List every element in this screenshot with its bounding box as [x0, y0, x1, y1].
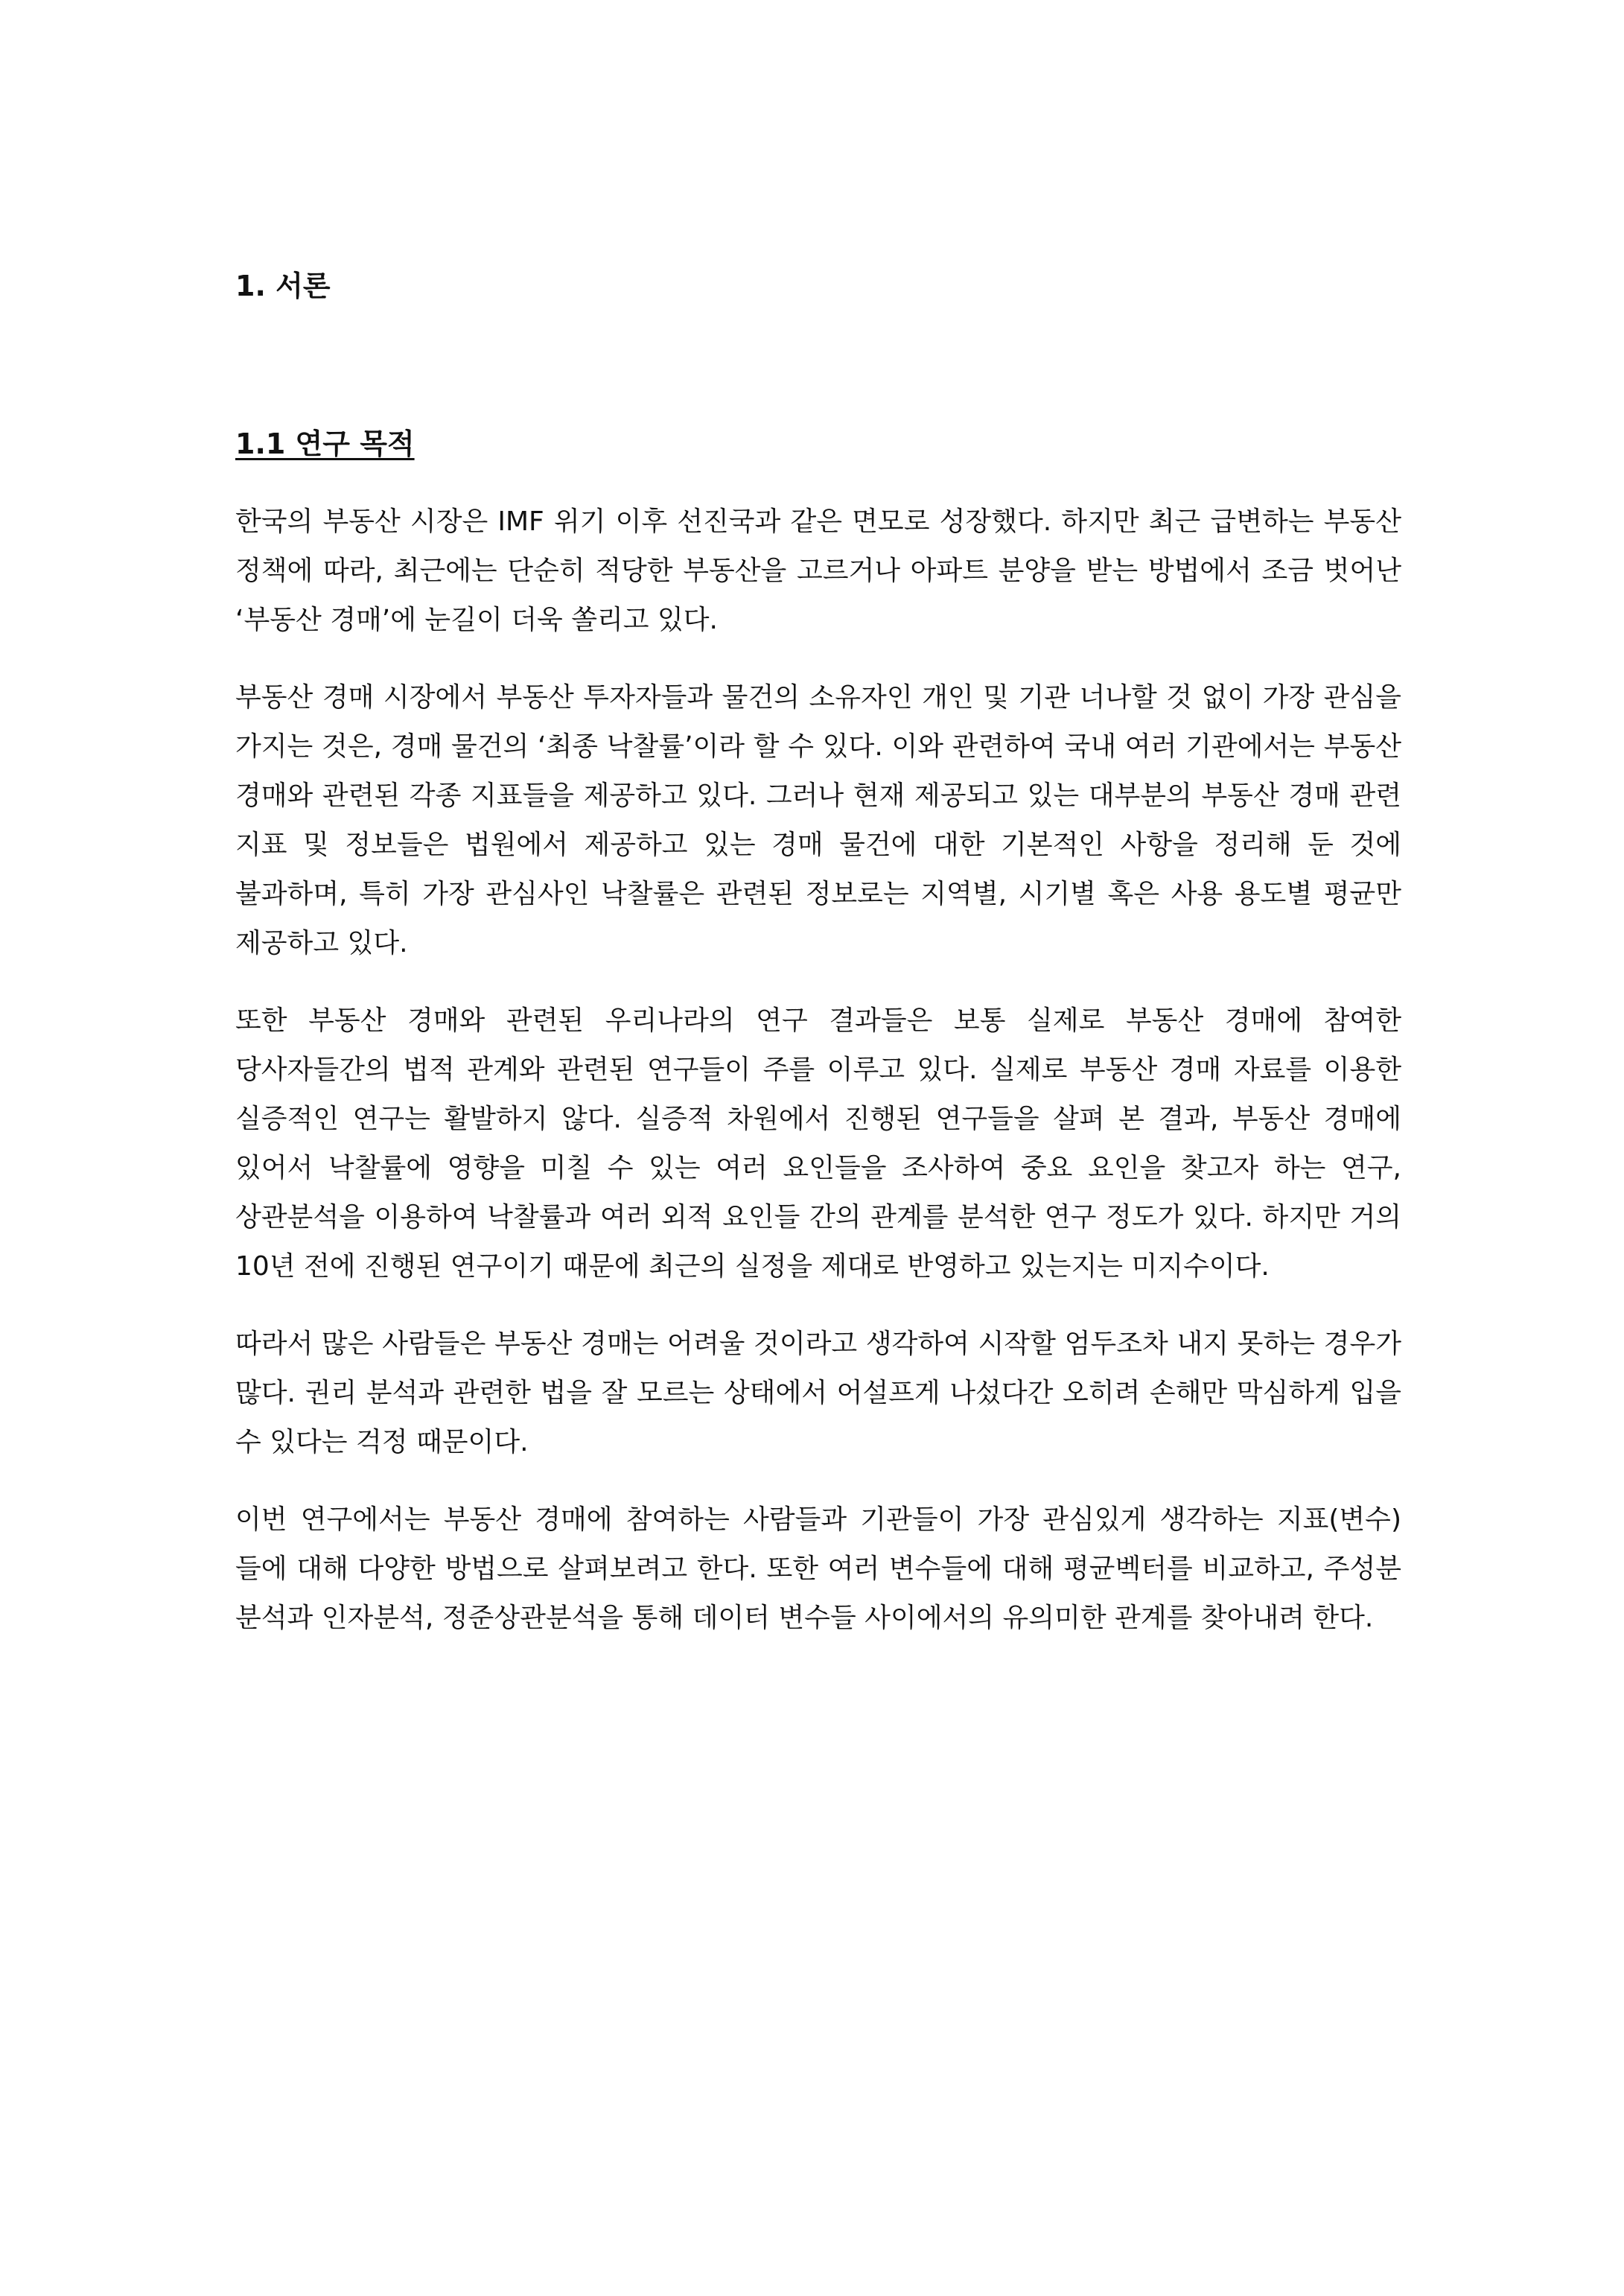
section-title: 1. 서론 [235, 270, 331, 302]
paragraph-4: 따라서 많은 사람들은 부동산 경매는 어려울 것이라고 생각하여 시작할 엄두조차 내지 못하는 경우가 많다. 권리 분석과 관련한 법을 잘 모르는 상태에서 어설프게 나섰다간 오히려 손해만 막심하게 입을 수 있다는 걱정 때문이다. [235, 1329, 1401, 1457]
body-text [235, 497, 1401, 1671]
paragraph-2: 부동산 경매 시장에서 부동산 투자자들과 물건의 소유자인 개인 및 기관 너나할 것 없이 가장 관심을 가지는 것은, 경매 물건의 ‘최종 낙찰률’이라 할 수 있다. 이와 관련하여 국내 여러 기관에서는 부동산 경매와 관련된 각종 지표들을 제공하고 있다. 그러나 현재 제공되고 있는 대부분의 부동산 경매 관련 지표 및 정보들은 법원에서 제공하고 있는 경매 물건에 대한 기본적인 사항을 정리해 둔 것에 불과하며, 특히 가장 관심사인 낙찰률은 관련된 정보로는 지역별, 시기별 혹은 사용 용도별 평균만 제공하고 있다. [235, 682, 1401, 958]
paragraph-3: 또한 부동산 경매와 관련된 우리나라의 연구 결과들은 보통 실제로 부동산 경매에 참여한 당사자들간의 법적 관계와 관련된 연구들이 주를 이루고 있다. 실제로 부동산 경매 자료를 이용한 실증적인 연구는 활발하지 않다. 실증적 차원에서 진행된 연구들을 살펴 본 결과, 부동산 경매에 있어서 낙찰률에 영향을 미칠 수 있는 여러 요인들을 조사하여 중요 요인을 찾고자 하는 연구, 상관분석을 이용하여 낙찰률과 여러 외적 요인들 간의 관계를 분석한 연구 정도가 있다. 하지만 거의 10년 전에 진행된 연구이기 때문에 최근의 실정을 제대로 반영하고 있는지는 미지수이다. [235, 1005, 1401, 1282]
paragraph-5: 이번 연구에서는 부동산 경매에 참여하는 사람들과 기관들이 가장 관심있게 생각하는 지표(변수)들에 대해 다양한 방법으로 살펴보려고 한다. 또한 여러 변수들에 대해 평균벡터를 비교하고, 주성분 분석과 인자분석, 정준상관분석을 통해 데이터 변수들 사이에서의 유의미한 관계를 찾아내려 한다. [235, 1504, 1401, 1633]
subsection-title: 1.1 연구 목적 [235, 427, 415, 460]
paragraph-1: 한국의 부동산 시장은 IMF 위기 이후 선진국과 같은 면모로 성장했다. 하지만 최근 급변하는 부동산 정책에 따라, 최근에는 단순히 적당한 부동산을 고르거나 아파트 분양을 받는 방법에서 조금 벗어난 ‘부동산 경매’에 눈길이 더욱 쏠리고 있다. [235, 506, 1401, 635]
